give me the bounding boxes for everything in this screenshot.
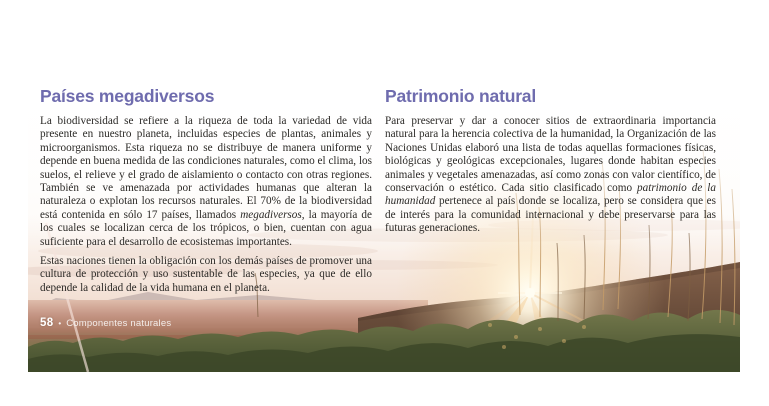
footer-bullet-separator: • [58, 318, 62, 328]
section-heading-paises-megadiversos: Países megadiversos [40, 86, 215, 106]
paragraph [385, 115, 716, 236]
section-heading-patrimonio-natural: Patrimonio natural [385, 86, 537, 106]
paragraph-text: Para preservar y dar a conocer sitios de extraordinaria importancia natural para la herencia colectiva de la humanidad, la Organización de las Naciones Unidas elaboró una lista de todas aquellas formaciones físicas, biológicas y geológicas excepcionales, lugares donde habitan especies animales y vegetales amenazadas, así como zonas con valor científico, de conservación o estético. Cada sitio clasificado como [385, 115, 716, 195]
footer-section-title: Componentes naturales [66, 317, 172, 329]
paragraph [40, 115, 372, 249]
paragraph-text: La biodiversidad se refiere a la riqueza de toda la variedad de vida presente en nuestro planeta, incluidas especies de plantas, animales y microorganismos. Esta riqueza no se distribuye de manera uniforme y depende en buena medida de las condiciones naturales, como el clima, los suelos, el relieve y el grado de aislamiento o contacto con otras regiones. También se ve amenazada por actividades humanas que alteran la naturaleza o explotan los recursos naturales. El 70% de la biodiversidad está contenida en sólo 17 países, llamados [40, 115, 372, 221]
italic-term: patrimonio de la humanidad [385, 182, 716, 208]
page-footer [40, 317, 171, 329]
paragraph-text: la mayoría de los cuales se localizan cerca de los trópicos, o bien, cuentan con agua suficiente para el desarrollo de ecosistemas importantes. [40, 208, 372, 248]
left-column [40, 86, 372, 301]
paragraph: Estas naciones tienen la obligación con los demás países de promover una cultura de protección y uso sustentable de las especies, ya que de ello depende la calidad de la vida humana en el planeta. [40, 255, 372, 294]
right-column [385, 86, 716, 242]
italic-term: megadiversos, [240, 208, 305, 221]
page-number: 58 [40, 317, 54, 329]
paragraph-text: pertenece al país donde se localiza, pero se considera que es de interés para la comunidad internacional y debe preservarse para las futuras generaciones. [385, 195, 716, 235]
